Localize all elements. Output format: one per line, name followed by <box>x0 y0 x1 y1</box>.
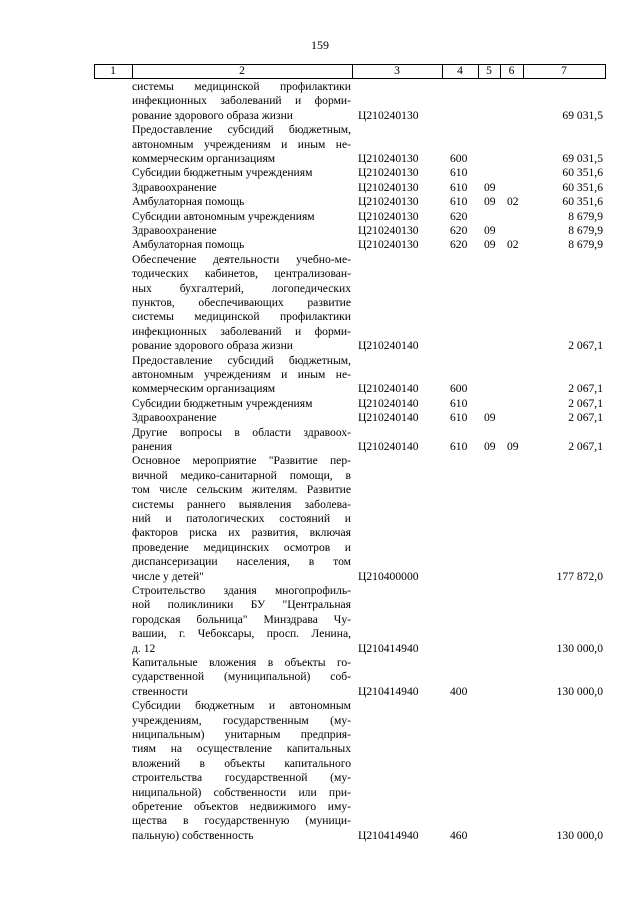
row-amount: 69 031,5 <box>562 108 603 122</box>
row-amount: 69 031,5 <box>562 151 603 165</box>
row-code: Ц210414940 <box>358 684 419 698</box>
header-bottom-rule <box>94 78 606 79</box>
row-name-line: инфекционных заболеваний и форми- <box>132 324 351 338</box>
row-name-line: тиям на осуществление капитальных <box>132 742 351 756</box>
table-row <box>0 656 640 699</box>
header-col-7: 7 <box>561 64 567 77</box>
row-col-4: 610 <box>450 411 468 425</box>
row-name-line: системы медицинской профилактики <box>132 80 351 93</box>
row-code: Ц210240130 <box>358 151 419 165</box>
row-name-line: автономным учреждениям и иным не- <box>132 367 351 381</box>
row-name <box>132 195 351 209</box>
row-name-line: системы медицинской профилактики <box>132 310 351 324</box>
row-name <box>132 584 351 656</box>
row-code: Ц210240130 <box>358 195 419 209</box>
row-amount: 177 872,0 <box>556 569 603 583</box>
header-col-6: 6 <box>508 64 515 77</box>
row-name-line: Другие вопросы в области здравоох- <box>132 425 351 439</box>
row-code: Ц210414940 <box>358 828 419 842</box>
row-col-5: 09 <box>484 195 496 209</box>
row-code: Ц210240130 <box>358 108 419 122</box>
row-amount: 60 351,6 <box>562 166 603 180</box>
row-col-4: 610 <box>450 195 468 209</box>
row-name-line: Капитальные вложения в объекты го- <box>132 656 351 669</box>
row-name-line: Основное мероприятие "Развитие пер- <box>132 454 351 468</box>
row-name-line: ной поликлиники БУ "Центральная <box>132 598 351 612</box>
row-name <box>132 224 351 238</box>
table-row <box>0 354 640 397</box>
row-name <box>132 426 351 455</box>
row-amount: 130 000,0 <box>556 641 603 655</box>
table-row <box>0 397 640 411</box>
row-amount: 130 000,0 <box>556 828 603 842</box>
header-divider <box>605 64 606 78</box>
table-row <box>0 253 640 354</box>
row-amount: 8 679,9 <box>568 224 603 237</box>
row-name-line: диспансеризации населения, в том <box>132 555 351 569</box>
row-name-line: проведение медицинских осмотров и <box>132 540 351 554</box>
row-name-line: вичной медико-санитарной помощи, в <box>132 468 351 482</box>
row-amount: 2 067,1 <box>568 396 603 410</box>
row-name <box>132 454 351 584</box>
table-row <box>0 699 640 843</box>
row-col-4: 620 <box>450 224 468 237</box>
row-name-line: Амбулаторная помощь <box>132 195 245 209</box>
row-name-line: пунктов, обеспечивающих развитие <box>132 295 351 309</box>
row-amount: 2 067,1 <box>568 339 603 353</box>
row-code: Ц210240130 <box>358 209 419 223</box>
table-row <box>0 426 640 455</box>
row-name-line: вашии, г. Чебоксары, просп. Ленина, <box>132 627 351 641</box>
row-name-line: пальную) собственность <box>132 828 254 842</box>
row-amount: 2 067,1 <box>568 382 603 396</box>
row-col-4: 400 <box>450 684 468 698</box>
row-code: Ц210240130 <box>358 238 419 252</box>
row-name-line: Субсидии бюджетным учреждениям <box>132 166 313 180</box>
row-name <box>132 80 351 123</box>
row-name <box>132 181 351 195</box>
row-name-line: Амбулаторная помощь <box>132 238 245 252</box>
row-name-line: инфекционных заболеваний и форми- <box>132 94 351 108</box>
row-code: Ц210240140 <box>358 382 419 396</box>
table-row <box>0 166 640 180</box>
row-name-line: Обеспечение деятельности учебно-ме- <box>132 252 351 266</box>
row-code: Ц210240130 <box>358 166 419 180</box>
row-name <box>132 411 351 425</box>
row-col-4: 620 <box>450 238 468 252</box>
row-col-5: 09 <box>484 439 496 453</box>
row-col-5: 09 <box>484 238 496 252</box>
row-name <box>132 354 351 397</box>
table-row <box>0 584 640 656</box>
table-row <box>0 411 640 425</box>
row-name-line: ранения <box>132 439 173 453</box>
row-code: Ц210400000 <box>358 569 419 583</box>
table-row <box>0 224 640 238</box>
row-col-4: 600 <box>450 382 468 396</box>
row-name-line: вложений в объекты капитального <box>132 756 351 770</box>
header-col-2: 2 <box>239 64 245 77</box>
row-amount: 8 679,9 <box>568 209 603 223</box>
row-name-line: коммерческим организациям <box>132 382 276 396</box>
row-col-4: 610 <box>450 439 468 453</box>
row-col-5: 09 <box>484 224 496 237</box>
row-amount: 60 351,6 <box>562 195 603 209</box>
row-name-line: ний и патологических состояний и <box>132 511 351 525</box>
row-col-4: 610 <box>450 396 468 410</box>
row-name-line: ниципальной) собственности или при- <box>132 785 351 799</box>
table-row <box>0 210 640 224</box>
row-name-line: строительства государственной (му- <box>132 771 351 785</box>
table-row <box>0 454 640 584</box>
row-code: Ц210240140 <box>358 339 419 353</box>
row-name-line: числе у детей" <box>132 569 204 583</box>
table-row <box>0 181 640 195</box>
row-name-line: обретение объектов недвижимого иму- <box>132 799 351 813</box>
row-name-line: ных бухгалтерий, логопедических <box>132 281 351 295</box>
row-name-line: рование здорового образа жизни <box>132 108 293 122</box>
row-col-4: 610 <box>450 180 468 194</box>
row-amount: 60 351,6 <box>562 180 603 194</box>
row-name <box>132 253 351 354</box>
row-amount: 2 067,1 <box>568 411 603 425</box>
row-col-4: 460 <box>450 828 468 842</box>
row-name-line: рование здорового образа жизни <box>132 339 293 353</box>
row-name-line: ственности <box>132 684 188 698</box>
row-code: Ц210240130 <box>358 180 419 194</box>
table-row <box>0 238 640 252</box>
row-name-line: системы раннего выявления заболева- <box>132 497 351 511</box>
row-name-line: Здравоохранение <box>132 411 217 425</box>
row-name-line: автономным учреждениям и иным не- <box>132 137 351 151</box>
row-name <box>132 123 351 166</box>
row-name-line: Субсидии бюджетным и автономным <box>132 699 351 713</box>
row-name-line: Субсидии бюджетным учреждениям <box>132 396 313 410</box>
row-name-line: том числе сельским жителям. Развитие <box>132 483 351 497</box>
page-number: 159 <box>311 38 329 52</box>
row-col-5: 09 <box>484 411 496 425</box>
row-name-line: д. 12 <box>132 641 156 655</box>
row-name-line: Предоставление субсидий бюджетным, <box>132 353 351 367</box>
row-amount: 2 067,1 <box>568 439 603 453</box>
row-col-4: 600 <box>450 151 468 165</box>
row-name-line: Строительство здания многопрофиль- <box>132 584 351 597</box>
row-col-4: 610 <box>450 166 468 180</box>
row-name <box>132 397 351 411</box>
row-name <box>132 210 351 224</box>
row-col-6: 02 <box>507 238 519 252</box>
row-name-line: Здравоохранение <box>132 224 217 237</box>
row-name-line: щества в государственную (муници- <box>132 814 351 828</box>
header-col-3: 3 <box>394 64 400 77</box>
row-name <box>132 699 351 843</box>
row-name-line: факторов риска их развития, включая <box>132 526 351 540</box>
row-amount: 8 679,9 <box>568 238 603 252</box>
row-name <box>132 166 351 180</box>
row-name-line: Субсидии автономным учреждениям <box>132 209 315 223</box>
row-name-line: сударственной (муниципальной) соб- <box>132 670 351 684</box>
row-col-5: 09 <box>484 180 496 194</box>
row-col-4: 620 <box>450 209 468 223</box>
row-code: Ц210240140 <box>358 396 419 410</box>
row-name <box>132 238 351 252</box>
row-name <box>132 656 351 699</box>
row-name-line: учреждениям, государственным (му- <box>132 713 351 727</box>
row-code: Ц210240140 <box>358 411 419 425</box>
header-col-4: 4 <box>457 64 463 77</box>
row-amount: 130 000,0 <box>556 684 603 698</box>
row-name-line: коммерческим организациям <box>132 151 276 165</box>
header-col-5: 5 <box>486 64 492 77</box>
row-name-line: ниципальным) унитарным предприя- <box>132 727 351 741</box>
table-row <box>0 195 640 209</box>
row-name-line: Предоставление субсидий бюджетным, <box>132 123 351 137</box>
table-row <box>0 80 640 123</box>
row-name-line: Здравоохранение <box>132 180 217 194</box>
row-col-6: 09 <box>507 439 519 453</box>
row-col-6: 02 <box>507 195 519 209</box>
row-name-line: городская больница" Минздрава Чу- <box>132 612 351 626</box>
header-col-1: 1 <box>110 64 116 77</box>
row-name-line: тодических кабинетов, централизован- <box>132 267 351 281</box>
row-code: Ц210240140 <box>358 439 419 453</box>
row-code: Ц210240130 <box>358 224 419 237</box>
table-row <box>0 123 640 166</box>
row-code: Ц210414940 <box>358 641 419 655</box>
